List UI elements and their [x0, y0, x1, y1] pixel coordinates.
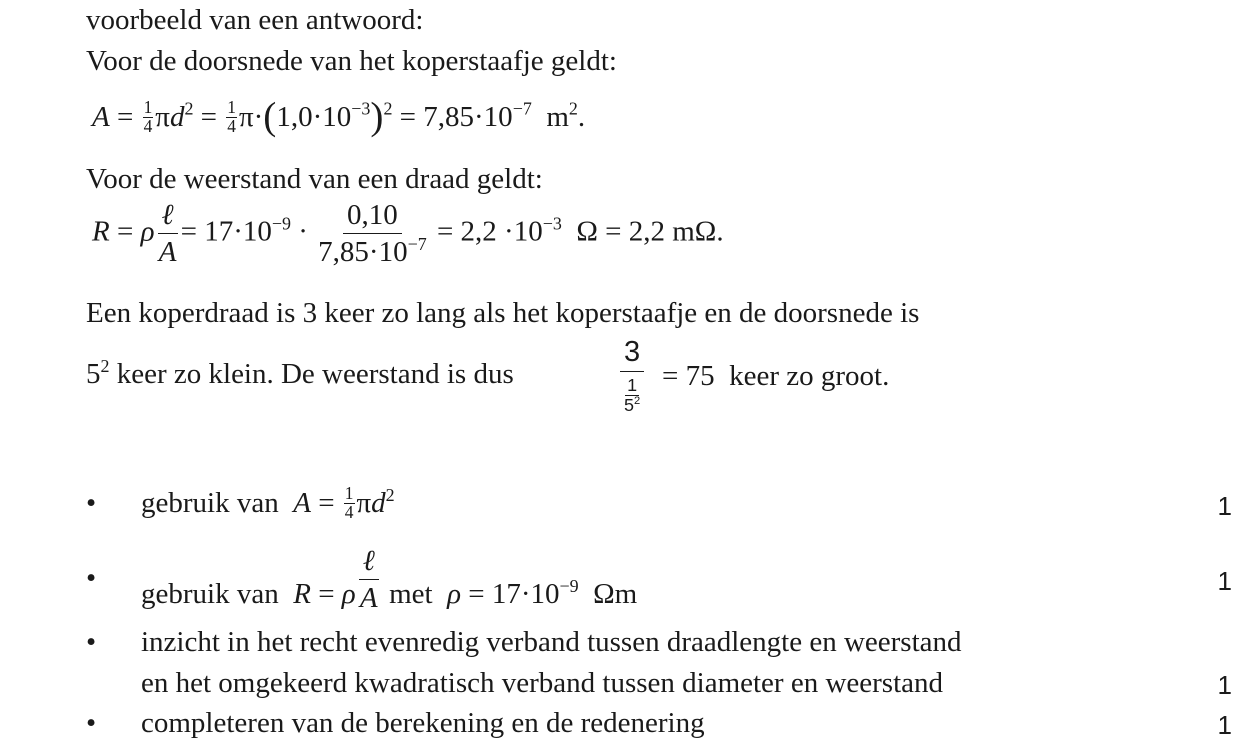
scoring-item-1: gebruik van A = $\frac{1}{4}$ $\pi d^2$	[141, 483, 395, 522]
reasoning-line-2-prefix: keer zo klein. De weerstand is dus	[116, 358, 514, 390]
scoring-item-2: gebruik van R = ρ $\frac{\text{ℓ}}{A}$ met $\rho = 17\cdot 10^{-9}$ Ωm	[141, 545, 638, 615]
resistance-result: = 2,2 ·10	[436, 215, 543, 248]
scoring-points-3: 1	[1217, 670, 1232, 700]
scoring-points-1: 1	[1217, 491, 1232, 521]
scoring-points-4: 1	[1217, 710, 1232, 740]
scoring-points-2: 1	[1217, 566, 1232, 596]
resistance-formula: R = ρ $\frac{\text{ℓ}}{A}$ = $17\cdot 10^{-9}$ · $\frac{0,10}{7,85\cdot 10^{-7}}$ = $2,2 \cdot 10^{-3}$ Ω = 2,2 mΩ.	[92, 199, 724, 269]
scoring-item-4: completeren van de berekening en de redenering	[141, 707, 705, 739]
scoring-item-1-text: gebruik van	[141, 487, 279, 519]
resistance-denominator: 7,85·10	[318, 236, 408, 269]
ratio-formula: 3 1 $5^2$	[620, 338, 644, 414]
cross-section-intro: Voor de doorsnede van het koperstaafje geldt:	[86, 45, 617, 77]
area-formula: A = $\frac{1}{4}$ $\pi d^2$ = $\frac{1}{4}$ $\pi\cdot(1,0\cdot 10^{-3})^2 = 7,85\cdot 10^{-7}$ $m^2$.	[92, 95, 586, 138]
bullet-1: •	[86, 487, 97, 519]
example-heading: voorbeeld van een antwoord:	[86, 4, 424, 36]
area-exponent: −7	[512, 98, 532, 119]
ratio-numerator: 3	[620, 338, 644, 372]
resistance-final: Ω = 2,2 mΩ.	[576, 215, 724, 248]
scoring-item-3-line-2: en het omgekeerd kwadratisch verband tussen diameter en weerstand	[141, 667, 944, 699]
resistance-intro: Voor de weerstand van een draad geldt:	[86, 163, 543, 195]
reasoning-line-2-suffix: keer zo groot.	[729, 360, 890, 392]
bullet-4: •	[86, 707, 97, 739]
resistance-numerator: 0,10	[343, 200, 402, 234]
scoring-item-3-line-1: inzicht in het recht evenredig verband tussen draadlengte en weerstand	[141, 626, 962, 658]
reasoning-line-2: $5^2$ keer zo klein. De weerstand is dus	[86, 355, 514, 390]
scoring-item-2-mid: met	[389, 577, 433, 610]
bullet-2: •	[86, 562, 97, 594]
reasoning-line-1: Een koperdraad is 3 keer zo lang als het koperstaafje en de doorsnede is	[86, 297, 920, 329]
scoring-item-2-text: gebruik van	[141, 577, 279, 610]
area-result: = 7,85·10	[399, 100, 513, 133]
ratio-result: = 75	[662, 360, 715, 392]
area-unit: m	[546, 100, 569, 133]
ratio-result-line	[662, 360, 889, 393]
bullet-3: •	[86, 626, 97, 658]
